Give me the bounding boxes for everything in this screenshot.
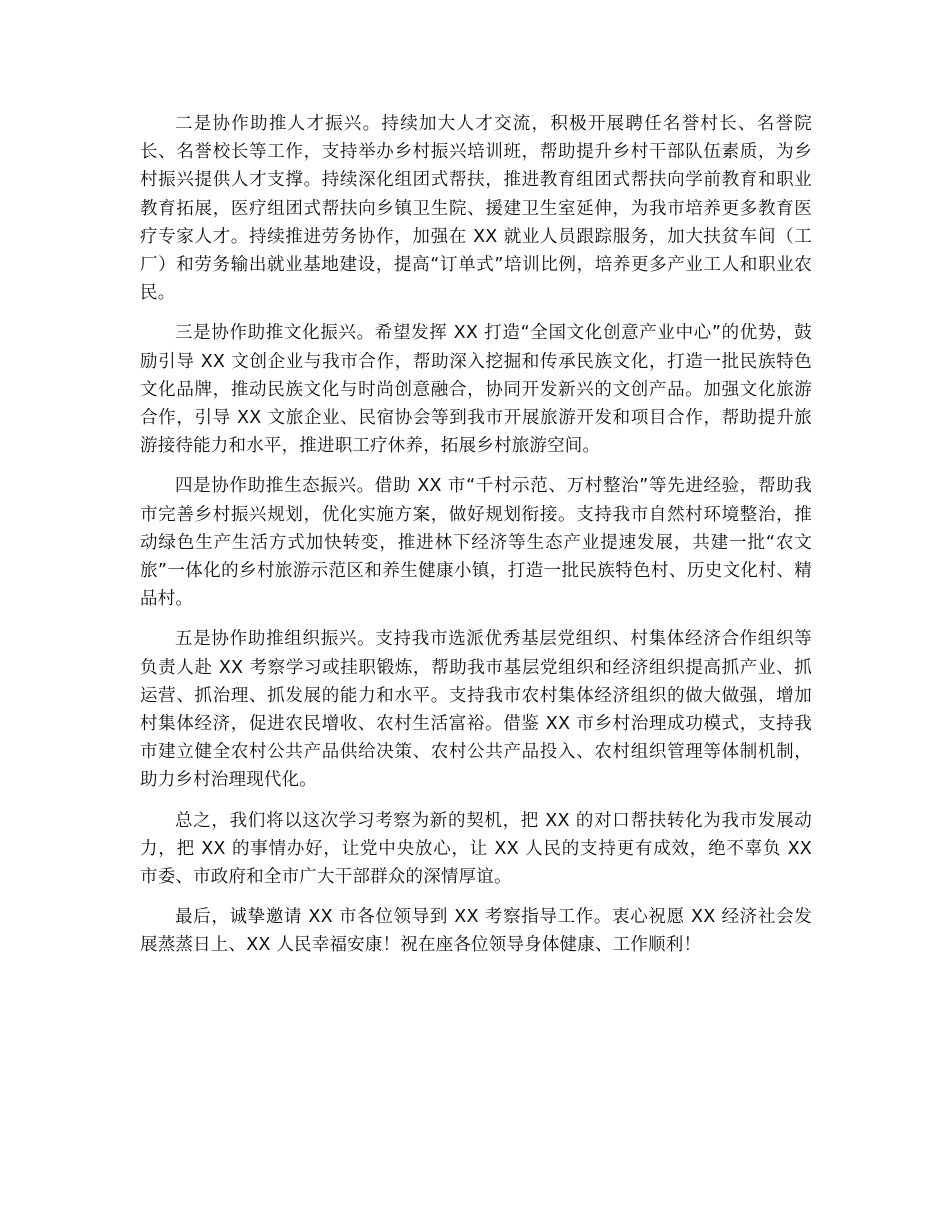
- document-body: [140, 110, 812, 972]
- paragraph-summary: 总之，我们将以这次学习考察为新的契机，把 XX 的对口帮扶转化为我市发展动力，把 XX 的事情办好，让党中央放心，让 XX 人民的支持更有成效，绝不辜负 XX 市委、市政府和全市广大干部群众的深情厚谊。: [140, 810, 812, 888]
- paragraph-ecology-revitalization: 四是协作助推生态振兴。借助 XX 市“千村示范、万村整治”等先进经验，帮助我市完善乡村振兴规划，优化实施方案，做好规划衔接。支持我市自然村环境整治，推动绿色生产生活方式加快转变，推进林下经济等生态产业提速发展，共建一批“农文旅”一体化的乡村旅游示范区和养生健康小镇，打造一批民族特色村、历史文化村、精品村。: [140, 476, 812, 610]
- paragraph-closing: 最后，诚挚邀请 XX 市各位领导到 XX 考察指导工作。衷心祝愿 XX 经济社会发展蒸蒸日上、XX 人民幸福安康！祝在座各位领导身体健康、工作顺利！: [140, 907, 812, 956]
- paragraph-talent-revitalization: 二是协作助推人才振兴。持续加大人才交流，积极开展聘任名誉村长、名誉院长、名誉校长等工作，支持举办乡村振兴培训班，帮助提升乡村干部队伍素质，为乡村振兴提供人才支撑。持续深化组团式帮扶，推进教育组团式帮扶向学前教育和职业教育拓展，医疗组团式帮扶向乡镇卫生院、援建卫生室延伸，为我市培养更多教育医疗专家人才。持续推进劳务协作，加强在 XX 就业人员跟踪服务，加大扶贫车间（工厂）和劳务输出就业基地建设，提高“订单式”培训比例，培养更多产业工人和职业农民。: [140, 114, 812, 304]
- paragraph-culture-revitalization: 三是协作助推文化振兴。希望发挥 XX 打造“全国文化创意产业中心”的优势，鼓励引导 XX 文创企业与我市合作，帮助深入挖掘和传承民族文化，打造一批民族特色文化品牌，推动民族文化与时尚创意融合，协同开发新兴的文创产品。加强文化旅游合作，引导 XX 文旅企业、民宿协会等到我市开展旅游开发和项目合作，帮助提升旅游接待能力和水平，推进职工疗休养，拓展乡村旅游空间。: [140, 323, 812, 457]
- paragraph-organization-revitalization: 五是协作助推组织振兴。支持我市选派优秀基层党组织、村集体经济合作组织等负责人赴 XX 考察学习或挂职锻炼，帮助我市基层党组织和经济组织提高抓产业、抓运营、抓治理、抓发展的能力和水平。支持我市农村集体经济组织的做大做强，增加村集体经济，促进农民增收、农村生活富裕。借鉴 XX 市乡村治理成功模式，支持我市建立健全农村公共产品供给决策、农村公共产品投入、农村组织管理等体制机制，助力乡村治理现代化。: [140, 629, 812, 791]
